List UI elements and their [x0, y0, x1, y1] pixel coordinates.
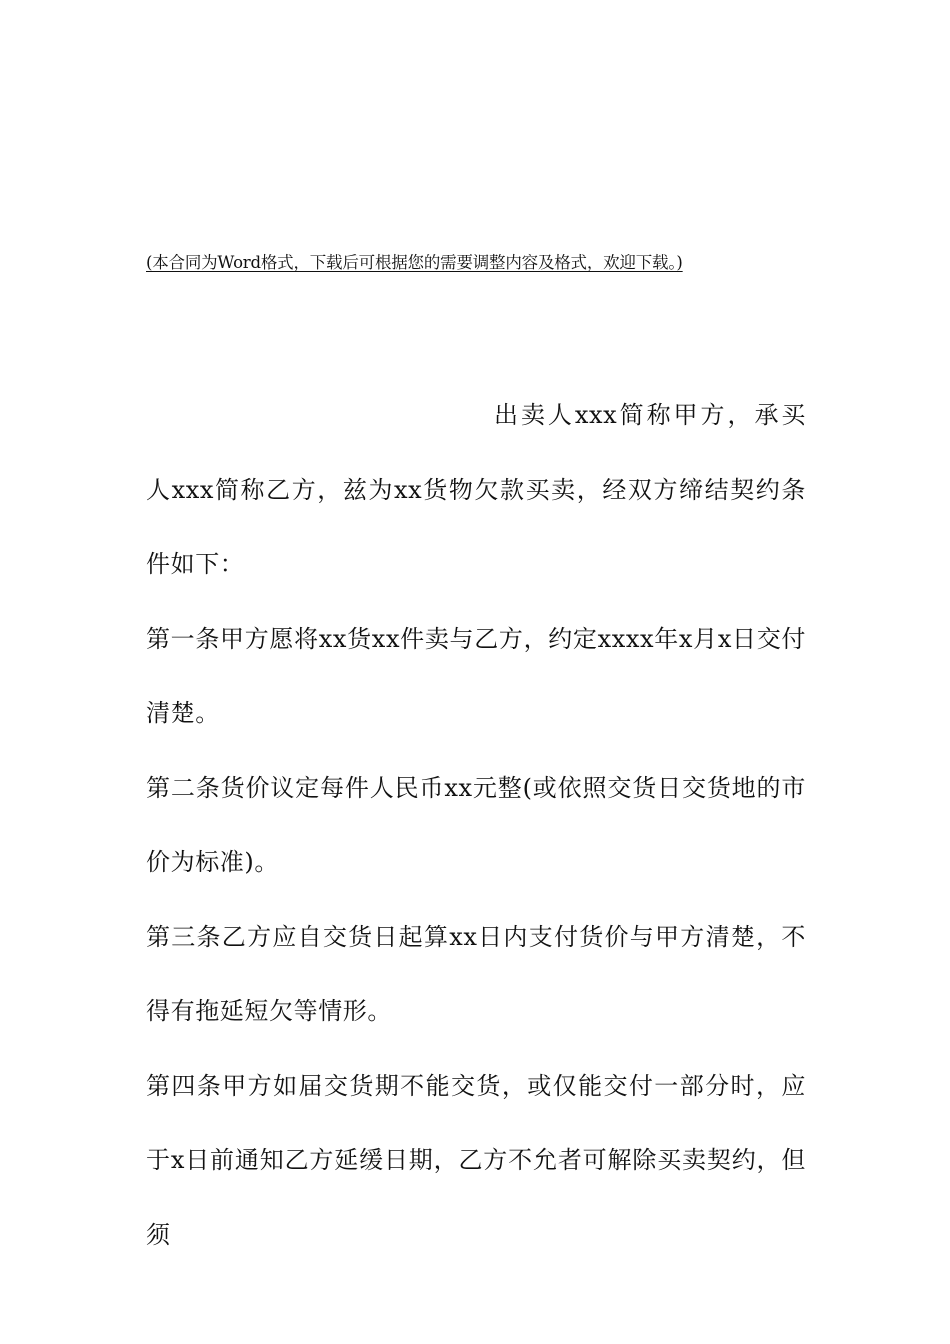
paragraph-article-2: 第二条货价议定每件人民币xx元整(或依照交货日交货地的市价为标准)。	[146, 773, 806, 876]
paragraph-article-1: 第一条甲方愿将xx货xx件卖与乙方，约定xxxx年x月x日交付清楚。	[146, 624, 806, 727]
paragraph-intro: 出卖人xxx简称甲方，承买人xxx简称乙方，兹为xx货物欠款买卖，经双方缔结契约条件如下：	[146, 401, 806, 578]
paragraph-article-3: 第三条乙方应自交货日起算xx日内支付货价与甲方清楚，不得有拖延短欠等情形。	[146, 922, 806, 1025]
contract-body	[146, 378, 806, 1272]
paragraph-article-4: 第四条甲方如届交货期不能交货，或仅能交付一部分时，应于x日前通知乙方延缓日期，乙方不允者可解除买卖契约，但须	[146, 1071, 806, 1249]
format-notice: (本合同为Word格式，下载后可根据您的需要调整内容及格式，欢迎下载。)	[146, 253, 683, 272]
